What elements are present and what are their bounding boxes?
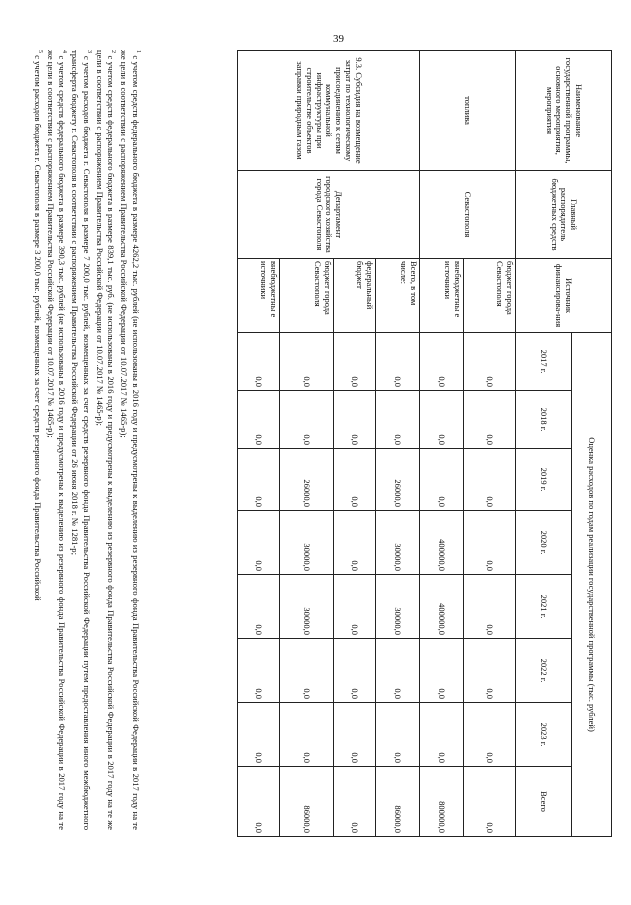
cell-total: 0,0	[464, 767, 516, 837]
cell-value: 0,0	[334, 511, 376, 575]
cell-value: 0,0	[376, 333, 420, 391]
cell-value: 0,0	[280, 639, 334, 703]
row-source: бюджет города Севастополя	[280, 259, 334, 333]
cell-value: 0,0	[420, 391, 464, 449]
header-year: 2022 г.	[516, 639, 572, 703]
row-source: бюджет города Севастополя	[464, 259, 516, 333]
header-year: 2019 г.	[516, 449, 572, 511]
expenses-table	[237, 50, 612, 837]
row-source: внебюджетны е источники	[238, 259, 280, 333]
cell-value: 0,0	[376, 703, 420, 767]
cell-value: 30000,0	[376, 511, 420, 575]
row-manager: Департамент городского хозяйства города Севастополя	[238, 171, 420, 259]
cell-value: 0,0	[238, 703, 280, 767]
cell-value: 30000,0	[280, 511, 334, 575]
cell-value: 400000,0	[420, 575, 464, 639]
header-year: 2021 г.	[516, 575, 572, 639]
footnote	[31, 50, 44, 830]
header-year: 2017 г.	[516, 333, 572, 391]
cell-value: 0,0	[280, 391, 334, 449]
cell-value: 0,0	[238, 575, 280, 639]
header-manager: Главный распорядитель бюджетных средств	[516, 171, 612, 259]
cell-value: 0,0	[238, 449, 280, 511]
footnote-text: с учетом средств федерального бюджета в размере 390,3 тыс. рублей (не использованы в 2016 году и предусмотрены к выделению из резервного фонда Правительства Российской Федерации в 2017 году на те же цели в соответствии с распоряжением Правительства Российской Федерации от 10.07.2017 № 1465-р);	[45, 50, 68, 831]
header-estimate: Оценка расходов по годам реализации государственной программы (тыс. рублей)	[572, 333, 612, 837]
cell-value: 30000,0	[280, 575, 334, 639]
table-row	[464, 51, 516, 837]
footnote-mark: 3	[85, 50, 92, 53]
footnote	[93, 50, 118, 830]
cell-value: 0,0	[464, 575, 516, 639]
cell-total: 86000,0	[376, 767, 420, 837]
cell-value: 0,0	[334, 333, 376, 391]
cell-value: 26000,0	[376, 449, 420, 511]
footnote-mark: 1	[135, 50, 141, 53]
row-source: федеральный бюджет	[334, 259, 376, 333]
cell-value: 0,0	[280, 703, 334, 767]
cell-value: 0,0	[376, 639, 420, 703]
header-total: Всего	[516, 767, 572, 837]
footnote	[117, 50, 142, 830]
cell-value: 0,0	[238, 391, 280, 449]
header-year: 2023 г.	[516, 703, 572, 767]
cell-total: 0,0	[334, 767, 376, 837]
footnote-text: с учетом средств федерального бюджета в размере 839,1 тыс. руб. (не использованы в 2016 году и предусмотрены к выделению из резервного фонда Правительства Российской Федерации в 2017 году на те же цели в соответствии с распоряжением Правительства Российской Федерации от 10.07.2017 № 1465-р);	[94, 50, 117, 830]
cell-value: 30000,0	[376, 575, 420, 639]
cell-value: 0,0	[334, 575, 376, 639]
page-number: 39	[333, 33, 344, 45]
footnote-text: с учетом расходов бюджета г. Севастополя в размере 3 200,0 тыс. рублей, возмещенных за счет средств резервного фонда Правительства Российской	[32, 55, 43, 601]
cell-total: 800000,0	[420, 767, 464, 837]
cell-value: 0,0	[334, 703, 376, 767]
cell-value: 0,0	[238, 511, 280, 575]
row-manager: Севастополя	[420, 171, 516, 259]
cell-value: 26000,0	[280, 449, 334, 511]
cell-total: 86000,0	[280, 767, 334, 837]
cell-value: 0,0	[420, 333, 464, 391]
cell-value: 400000,0	[420, 511, 464, 575]
cell-value: 0,0	[238, 639, 280, 703]
table-row	[376, 51, 420, 837]
cell-value: 0,0	[280, 333, 334, 391]
cell-value: 0,0	[420, 703, 464, 767]
cell-value: 0,0	[376, 391, 420, 449]
cell-value: 0,0	[420, 639, 464, 703]
cell-value: 0,0	[334, 639, 376, 703]
cell-value: 0,0	[464, 333, 516, 391]
footnote-mark: 5	[36, 50, 43, 53]
footnote-mark: 4	[61, 50, 68, 53]
cell-value: 0,0	[420, 449, 464, 511]
cell-value: 0,0	[464, 391, 516, 449]
cell-value: 0,0	[334, 391, 376, 449]
rotated-content	[32, 50, 612, 860]
header-year: 2018 г.	[516, 391, 572, 449]
footnote	[44, 50, 69, 830]
row-source: Всего, в том числе:	[376, 259, 420, 333]
cell-value: 0,0	[464, 449, 516, 511]
footnote-text: с учетом средств федерального бюджета в размере 4262,2 тыс. рублей (не использованы в 2016 году и предусмотрены к выделению из резервного фонда Правительства Российской Федерации в 2017 году на те же цели в соответствии с распоряжением Правительства Российской Федерации от 10.07.2017 № 1465-р);	[119, 50, 142, 830]
footnote-mark: 2	[110, 50, 117, 53]
header-year: 2020 г.	[516, 511, 572, 575]
footnote-text: с учетом расходов бюджета г. Севастополя в размере 7 200,0 тыс. рублей, возмещенных за счет средств резервного фонда Правительства Российской Федерации путем предоставления иного межбюджетного трансферта бюджету г. Севастополя в соответствии с распоряжением Правительства Российской Федерации от 26 июня 2018 г. № 1281-р;	[70, 50, 92, 830]
header-name: Наименование государственной программы, основного мероприятия, мероприятия	[516, 51, 612, 171]
footnote	[68, 50, 93, 830]
header-source: Источник финансирова-ния	[516, 259, 612, 333]
cell-value: 0,0	[464, 639, 516, 703]
cell-value: 0,0	[238, 333, 280, 391]
cell-value: 0,0	[334, 449, 376, 511]
row-name: топлива	[420, 51, 516, 171]
row-source: внебюджетны е источники	[420, 259, 464, 333]
cell-value: 0,0	[464, 511, 516, 575]
row-name: 9.3. Субсидия на возмещение затрат по технологическому присоединению к сетям коммунальной инфраструктуры при строительстве объектов заправки природным газом	[238, 51, 420, 171]
cell-value: 0,0	[464, 703, 516, 767]
cell-total: 0,0	[238, 767, 280, 837]
footnotes	[31, 50, 142, 830]
